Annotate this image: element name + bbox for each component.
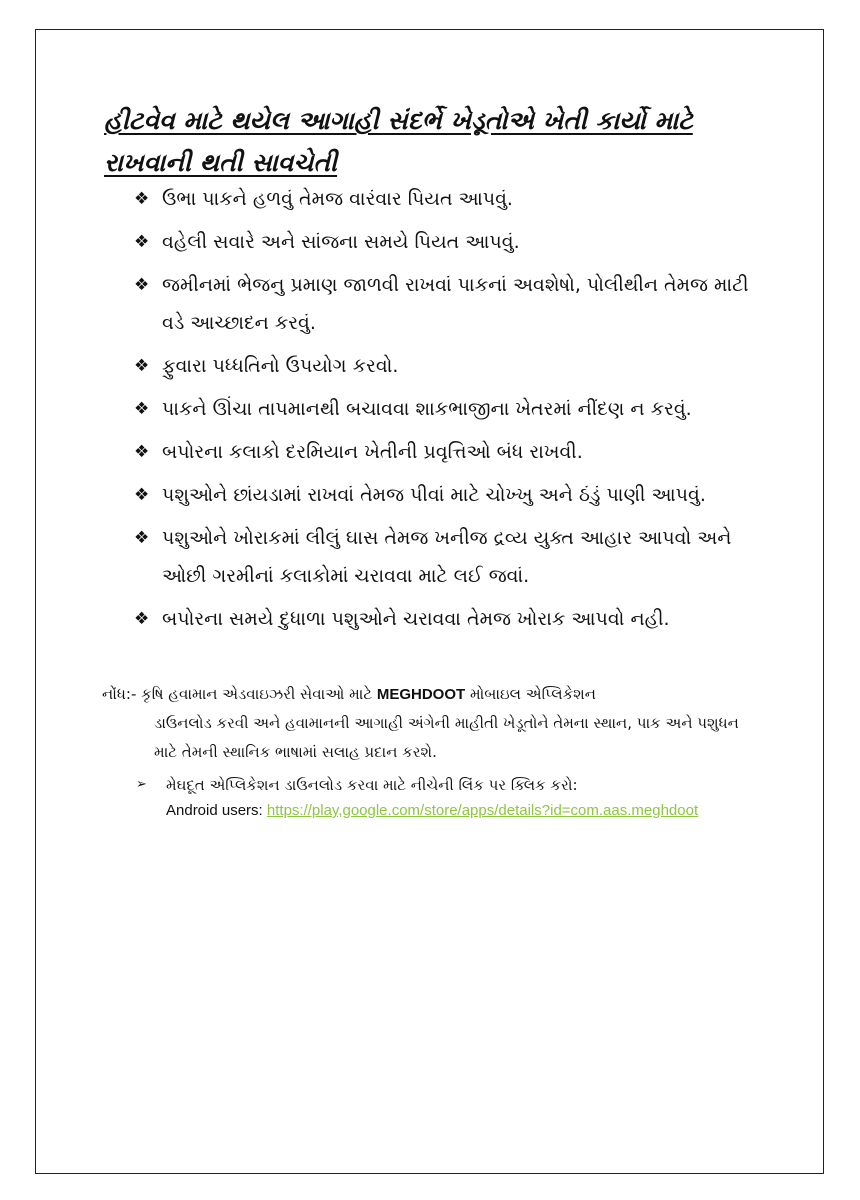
precaution-list [134,180,774,643]
note-rest: ડાઉનલોડ કરવી અને હવામાનની આગાહી અંગેની માહીતી ખેડૂતોને તેમના સ્થાન, પાક અને પશુધન માટે તેમની સ્થાનિક ભાષામાં સલાહ પ્રદાન કરશે. [154,714,739,761]
download-section [136,772,776,824]
note-text-after-brand: મોબાઇલ એપ્લિકેશન [465,685,596,703]
page-title: હીટવેવ માટે થયેલ આગાહી સંદર્ભે ખેડૂતોએ ખેતી કાર્યો માટે રાખવાની થતી સાવચેતી [104,106,693,177]
list-item [134,266,774,342]
list-item-text: ફુવારા પધ્ધતિનો ઉપયોગ કરવો. [162,355,399,377]
list-item-text: વહેલી સવારે અને સાંજના સમયે પિયત આપવું. [162,231,520,253]
list-item-text: બપોરના સમયે દુધાળા પશુઓને ચરાવવા તેમજ ખોરાક આપવો નહી. [162,608,670,630]
download-instruction-row [136,772,776,798]
note-section [102,680,752,767]
list-item [134,390,774,428]
list-item [134,180,774,218]
diamond-bullet-icon: ❖ [134,189,150,209]
list-item-text: પશુઓને ખોરાકમાં લીલું ઘાસ તેમજ ખનીજ દ્રવ્ય યુક્ત આહાર આપવો અને ઓછી ગરમીનાં કલાકોમાં ચરાવવા માટે લઈ જવાં. [162,527,732,587]
diamond-bullet-icon: ❖ [134,275,150,295]
list-item [134,519,774,595]
list-item [134,600,774,638]
download-instruction: મેઘદૂત એપ્લિકેશન ડાઉનલોડ કરવા માટે નીચેની લિંક પર ક્લિક કરો: [166,776,578,794]
diamond-bullet-icon: ❖ [134,609,150,629]
list-item-text: પાકને ઊંચા તાપમાનથી બચાવવા શાકભાજીના ખેતરમાં નીંદણ ન કરવું. [162,398,692,420]
note-label: નોંધ:- [102,685,137,703]
diamond-bullet-icon: ❖ [134,485,150,505]
android-row [136,798,776,824]
list-item [134,433,774,471]
list-item [134,223,774,261]
diamond-bullet-icon: ❖ [134,232,150,252]
list-item-text: પશુઓને છાંયડામાં રાખવાં તેમજ પીવાં માટે ચોખ્ખુ અને ઠંડું પાણી આપવું. [162,484,706,506]
android-download-link[interactable]: https://play,google.com/store/apps/details?id=com.aas.meghdoot [266,802,699,819]
meghdoot-brand: MEGHDOOT [376,686,466,703]
diamond-bullet-icon: ❖ [134,442,150,462]
diamond-bullet-icon: ❖ [134,528,150,548]
list-item-text: જમીનમાં ભેજનુ પ્રમાણ જાળવી રાખવાં પાકનાં અવશેષો, પોલીથીન તેમજ માટી વડે આચ્છાદન કરવું. [162,274,749,334]
list-item [134,476,774,514]
note-first-line [102,680,752,709]
list-item-text: બપોરના કલાકો દરમિયાન ખેતીની પ્રવૃત્તિઓ બંધ રાખવી. [162,441,583,463]
diamond-bullet-icon: ❖ [134,399,150,419]
note-text-before-brand: કૃષિ હવામાન એડવાઇઝરી સેવાઓ માટે [136,685,377,703]
arrow-bullet-icon: ➢ [136,777,147,792]
diamond-bullet-icon: ❖ [134,356,150,376]
android-label: Android users: [166,802,267,819]
list-item [134,347,774,385]
list-item-text: ઉભા પાકને હળવું તેમજ વારંવાર પિયત આપવું. [162,188,513,210]
